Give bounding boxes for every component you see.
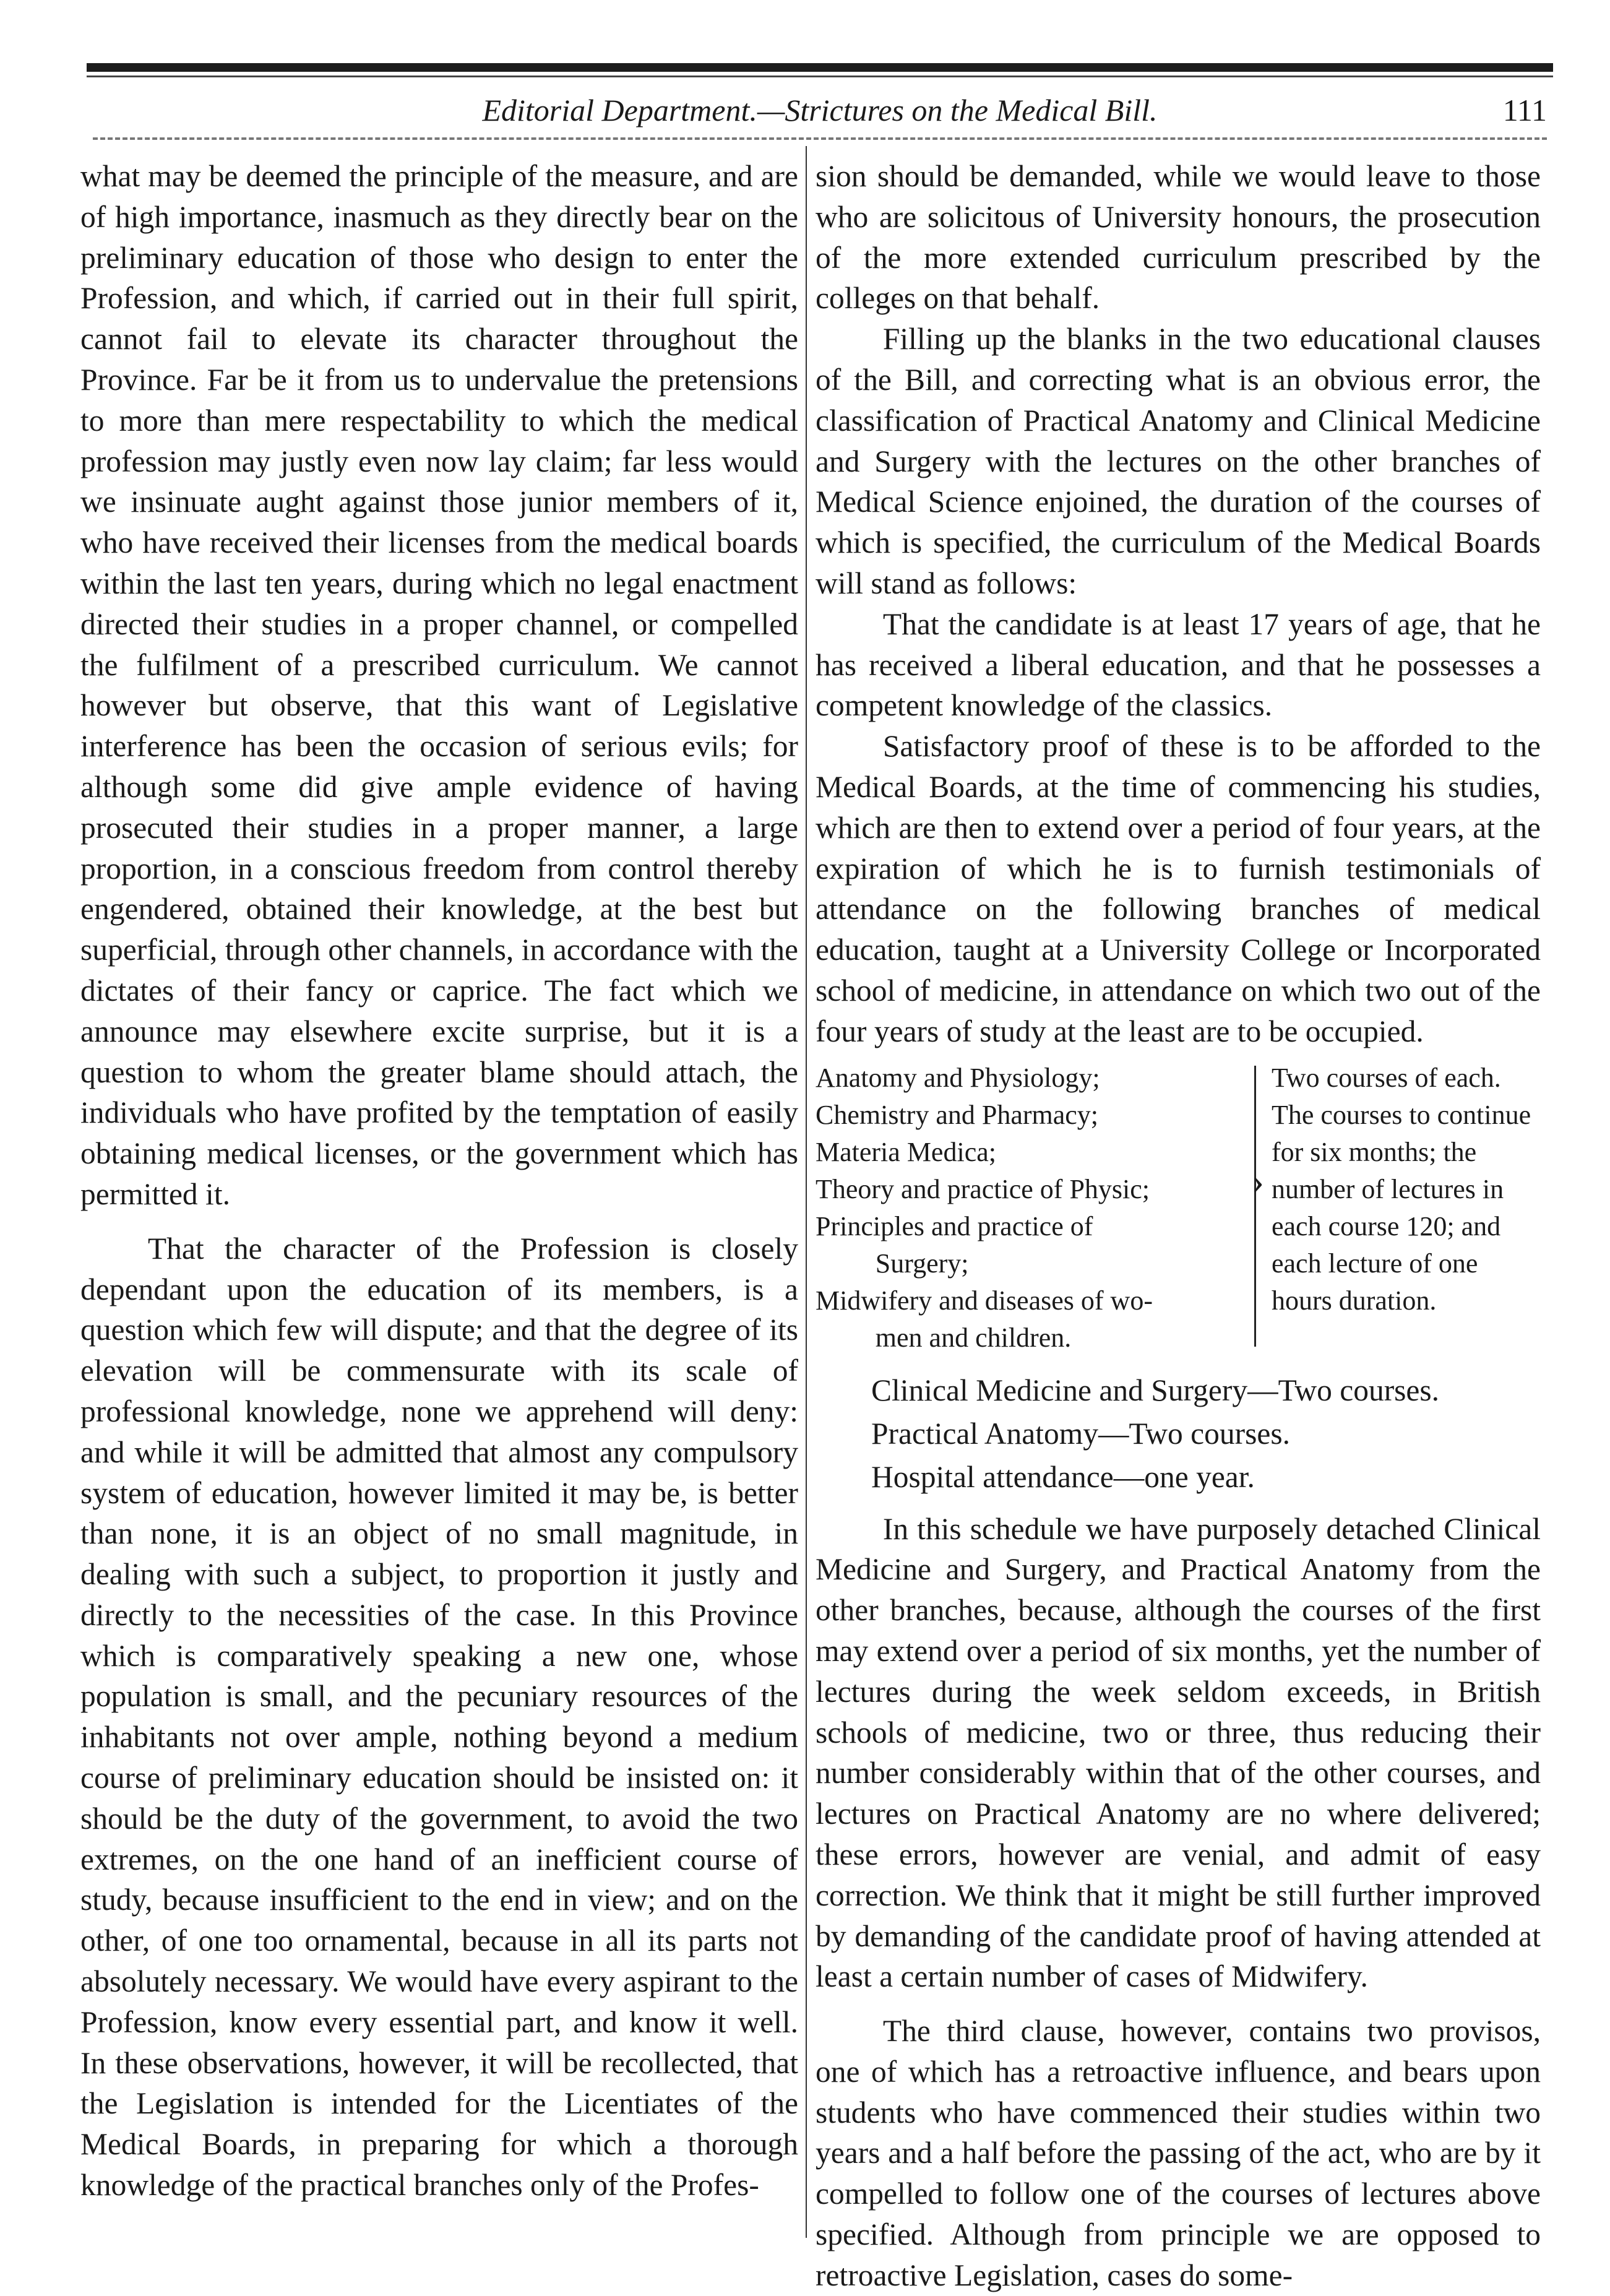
schedule-item: Surgery; (875, 1248, 969, 1279)
paragraph: That the candidate is at least 17 years of age, that he has received a liberal education, and that he possesses a competent knowledge of the classics. (816, 606, 1541, 723)
paragraph: Satisfactory proof of these is to be afforded to the Medical Boards, at the time of commencing his studies, which are then to extend over a period of four years, at the expiration of which he is to furnish testimonials of attendance on the following branches of medical education, taught at a University College or Incorporated school of medicine, in attendance on which two out of the four years of study at the least are to be occupied. (816, 729, 1541, 1048)
paragraph: sion should be demanded, while we would leave to those who are solicitous of University honours, the prosecution of the more extended curriculum prescribed by the colleges on that behalf. (816, 159, 1541, 316)
schedule-item: Materia Medica; (816, 1136, 996, 1167)
paragraph: The third clause, however, contains two provisos, one of which has a retroactive influence, and bears upon students who have commenced their studies within two years and a half before the passing of the act, who are by it compelled to follow one of the courses of lectures above specified. Although from principle we are opposed to retroactive Legislation, cases do some- (816, 2014, 1541, 2292)
paragraph: what may be deemed the principle of the measure, and are of high importance, inasmuch as they directly bear on the preliminary education of those who design to enter the Profession, and which, if carried out in their full spirit, cannot fail to elevate its character throughout the Province. Far be it from us to undervalue the pretensions to more than mere respectability to which the medical profession may justly even now lay claim; far less would we insinuate aught against those junior members of it, who have received their licenses from the medical boards within the last ten years, during which no legal enactment directed their studies in a proper channel, or compelled the fulfilment of a prescribed curriculum. We cannot however but observe, that this want of Legislative interference has been the occasion of serious evils; for although some did give ample evidence of having prosecuted their studies in a proper manner, a large proportion, in a conscious freedom from control thereby engendered, obtained their knowledge, at the best but superficial, through other channels, in accordance with the dictates of their fancy or caprice. The fact which we announce may elsewhere excite surprise, but it is a question to whom the greater blame should attach, the individuals who have profited by the temptation of easily obtaining medical licenses, or the government which has permitted it. (80, 159, 798, 1211)
header-rule (93, 137, 1547, 140)
column-divider (806, 146, 807, 2238)
top-rule (87, 63, 1553, 72)
schedule-item: Principles and practice of (816, 1211, 1093, 1241)
schedule-item: Midwifery and diseases of wo- (816, 1285, 1153, 1316)
paragraph: That the character of the Profession is closely dependant upon the education of its members, is a question which few will dispute; and that the degree of its elevation will be commensurate with its scale of professional knowledge, none we apprehend will deny: and while it will be admitted that almost any compulsory system of education, however limited it may be, is better than none, it is an object of no small magnitude, in dealing with such a subject, to proportion it justly and directly to the necessities of the case. In this Province which is comparatively speaking a new one, whose population is small, and the pecuniary resources of the inhabitants not over ample, nothing beyond a medium course of preliminary education should be insisted on: it should be the duty of the government, to avoid the two extremes, on the one hand of an inefficient course of study, because insufficient to the end in view; and on the other, of one too ornamental, because in all its parts not absolutely necessary. We would have every aspirant to the Profession, know every essential part, and know it well. In these observations, however, it will be recollected, that the Legislation is intended for the Licentiates of the Medical Boards, in preparing for which a thorough knowledge of the practical branches only of the Profes- (80, 1231, 798, 2203)
paragraph: Filling up the blanks in the two educational clauses of the Bill, and correcting what is an obvious error, the classification of Practical Anatomy and Clinical Medicine and Surgery with the lectures on the other branches of Medical Science enjoined, the duration of the courses of which is specified, the curriculum of the Medical Boards will stand as follows: (816, 322, 1541, 600)
top-rule-thin (87, 76, 1553, 77)
curriculum-schedule (816, 1060, 1541, 1357)
course-line: Practical Anatomy—Two courses. (871, 1416, 1290, 1451)
page-number: 111 (1502, 93, 1547, 127)
running-title: Editorial Department.—Strictures on the Medical Bill. (482, 93, 1158, 127)
brace-icon: › (1246, 1060, 1272, 1357)
schedule-item: Anatomy and Physiology; (816, 1062, 1100, 1093)
left-column (80, 156, 798, 2206)
schedule-item: Theory and practice of Physic; (816, 1173, 1150, 1204)
paragraph: In this schedule we have purposely detached Clinical Medicine and Surgery, and Practical Anatomy from the other branches, because, although the courses of the first may extend over a period of six months, yet the number of lectures during the week seldom exceeds, in British schools of medicine, two or three, thus reducing their number considerably within that of the other courses, and lectures on Practical Anatomy are no where delivered; these errors, however are venial, and admit of easy correction. We think that it might be still further improved by demanding of the candidate proof of having attended at least a certain number of cases of Midwifery. (816, 1511, 1541, 1994)
running-header (87, 85, 1553, 135)
right-column (816, 156, 1541, 2296)
course-line: Clinical Medicine and Surgery—Two courses. (871, 1373, 1440, 1407)
schedule-note: Two courses of each. The courses to continue for six months; the number of lectures in each course 120; and each lecture of one hours duration. (1272, 1062, 1531, 1316)
schedule-list (816, 1060, 1246, 1357)
course-line: Hospital attendance—one year. (871, 1459, 1255, 1494)
schedule-item: Chemistry and Pharmacy; (816, 1099, 1099, 1130)
additional-courses (871, 1369, 1541, 1499)
schedule-item: men and children. (875, 1322, 1072, 1353)
